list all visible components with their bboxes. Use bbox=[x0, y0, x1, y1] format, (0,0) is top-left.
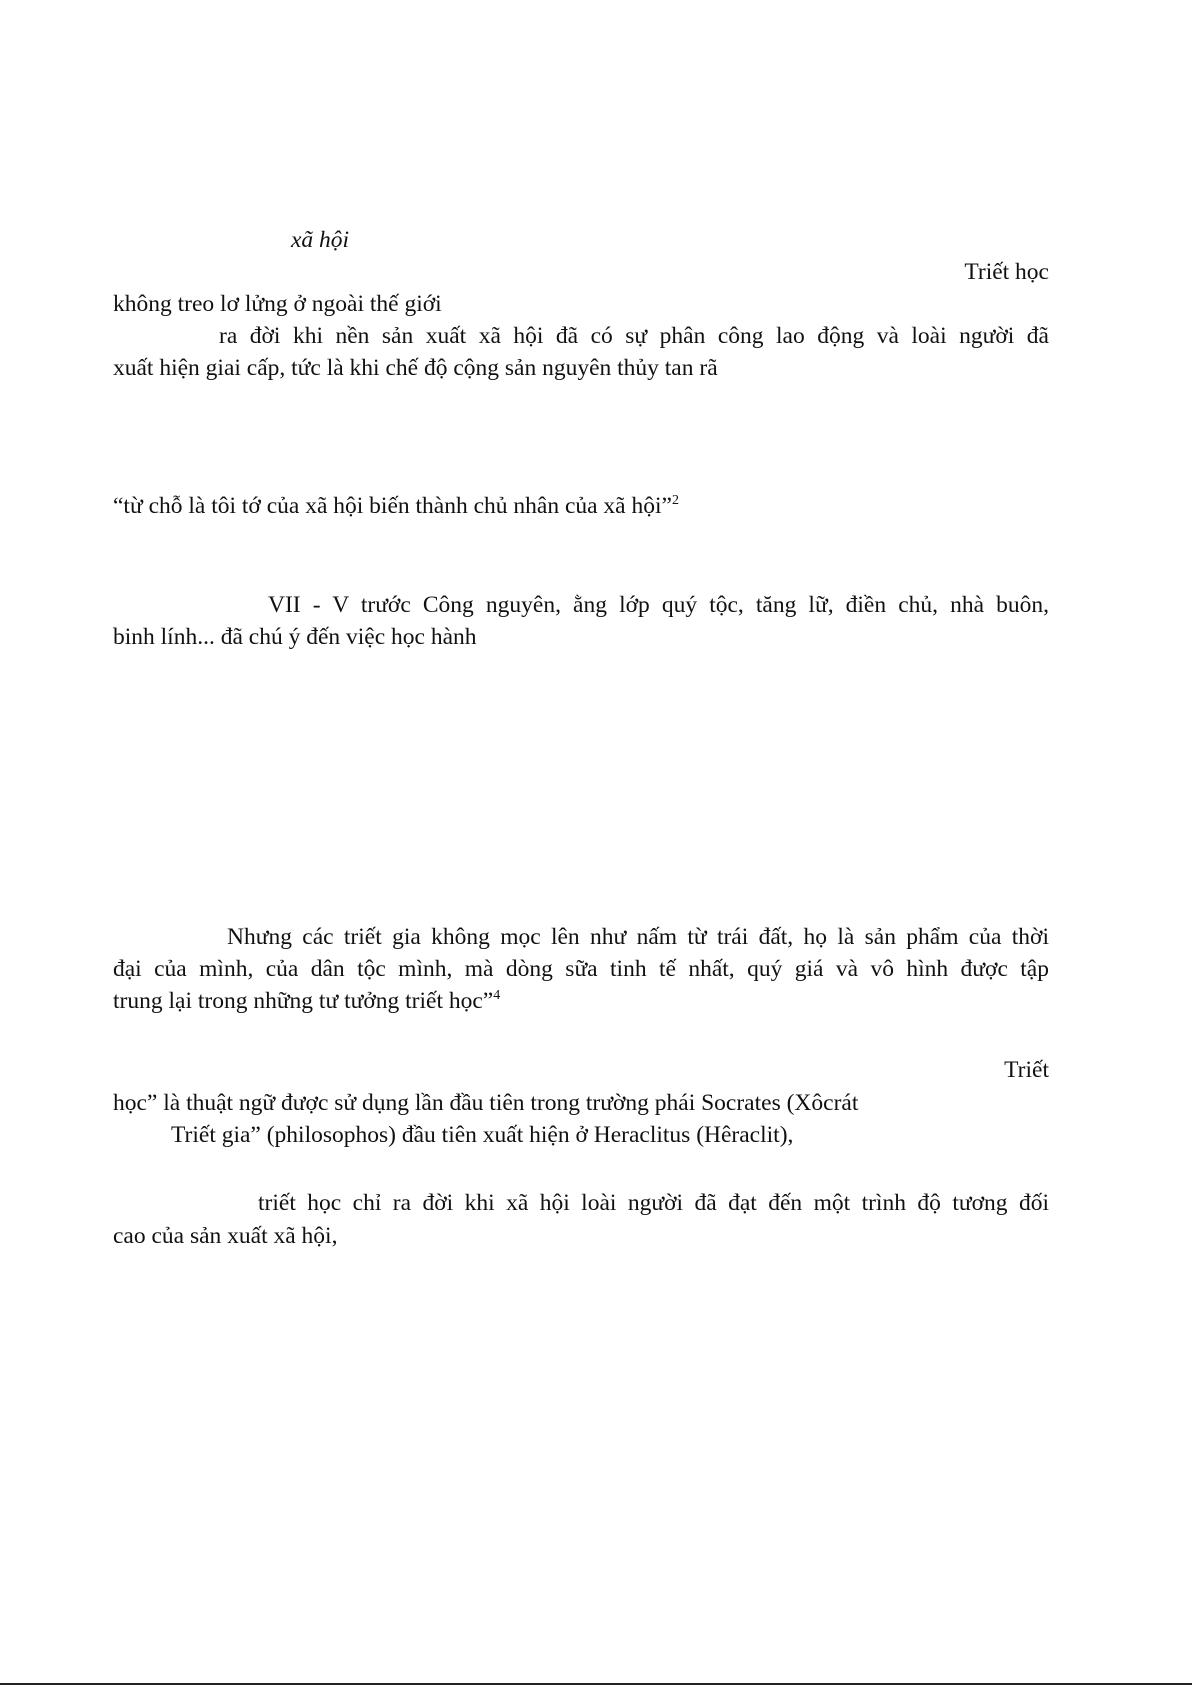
quote-line bbox=[113, 985, 500, 1017]
text-line: cao của sản xuất xã hội, bbox=[113, 1223, 338, 1249]
text-line: học” là thuật ngữ được sử dụng lần đầu tiên trong trường phái Socrates (Xôcrát bbox=[113, 1090, 859, 1116]
text-line: triết học chỉ ra đời khi xã hội loài người đã đạt đến một trình độ tương đối bbox=[258, 1190, 1049, 1216]
text-line: không treo lơ lửng ở ngoài thế giới bbox=[113, 291, 442, 317]
text-line: Triết bbox=[1004, 1057, 1049, 1083]
text-line: đại của mình, của dân tộc mình, mà dòng sữa tinh tế nhất, quý giá và vô hình được tập bbox=[113, 956, 1049, 982]
text-line: xã hội bbox=[291, 227, 350, 253]
text-line: Triết gia” (philosophos) đầu tiên xuất hiện ở Heraclitus (Hêraclit), bbox=[171, 1122, 794, 1148]
text-line: VII - V trước Công nguyên, ằng lớp quý tộc, tăng lữ, điền chủ, nhà buôn, bbox=[268, 592, 1049, 618]
text-line: xuất hiện giai cấp, tức là khi chế độ cộng sản nguyên thủy tan rã bbox=[113, 355, 718, 381]
text-line: Nhưng các triết gia không mọc lên như nấm từ trái đất, họ là sản phẩm của thời bbox=[227, 924, 1049, 950]
quote-line bbox=[113, 490, 679, 522]
quote-text: “từ chỗ là tôi tớ của xã hội biến thành chủ nhân của xã hội” bbox=[113, 493, 672, 519]
text-line: binh lính... đã chú ý đến việc học hành bbox=[113, 624, 477, 650]
quote-text: trung lại trong những tư tưởng triết học” bbox=[113, 988, 494, 1014]
text-line: ra đời khi nền sản xuất xã hội đã có sự phân công lao động và loài người đã bbox=[219, 323, 1049, 349]
text-line: Triết học bbox=[964, 259, 1049, 285]
footnote-marker: 4 bbox=[493, 988, 501, 1004]
footnote-marker: 2 bbox=[671, 493, 679, 509]
